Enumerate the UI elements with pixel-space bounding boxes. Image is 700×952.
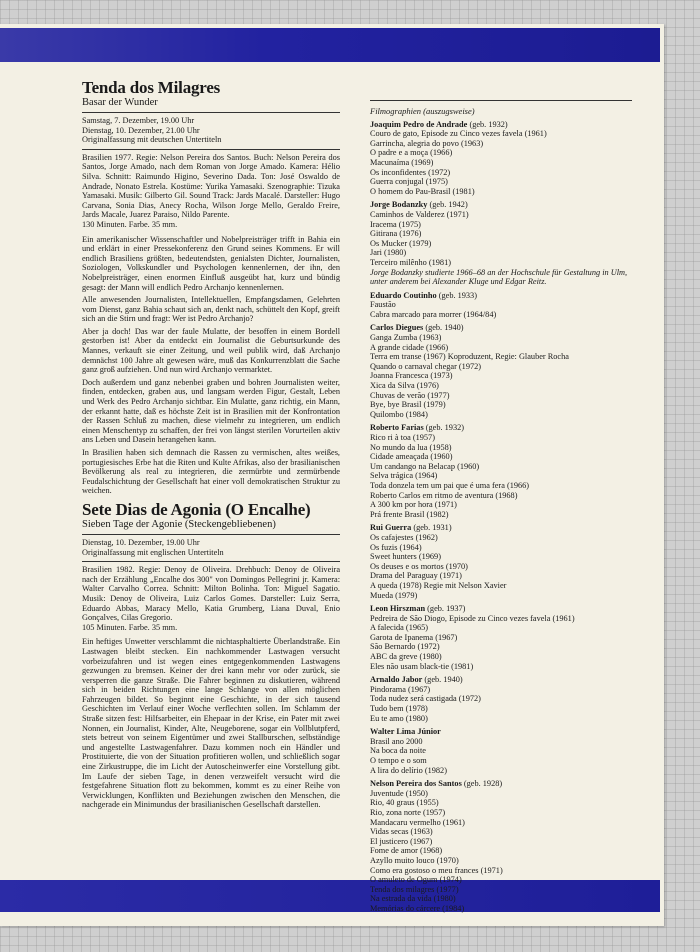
screening-dates: Dienstag, 10. Dezember, 19.00 Uhr Originalfassung mit englischen Untertiteln (82, 537, 224, 557)
film-entry: No mundo da lua (1958) (370, 442, 452, 452)
film-credits: Brasilien 1977. Regie: Nelson Pereira dos Santos. Buch: Nelson Pereira dos Santos, Jorge Amado, nach dem Roman von Jorge Amado. Kamera: Hélio Silva. Schnitt: Raimundo Higino, Severino Dada. Ton: José Oswaldo de Andrade, Nonato Estrela. Kostüme: Yurika Yamasaki. Szenographie: Tizuka Yamasaki. Musik: Gilberto Gil. Sound Track: Jards Macalé. Darsteller: Hugo Carvana, Sonia Dias, Anecy Rocha, Wilson Jorge Mello, Geraldo Freire, Jards Macale, Juarez Paraiso, Nildo Parente. 130 Minuten. Farbe. 35 mm. (82, 152, 340, 229)
top-color-band (0, 28, 660, 62)
director-name: Arnaldo Jabor (370, 675, 423, 685)
film-entry: Eu te amo (1980) (370, 713, 428, 723)
film-entry: Guerra conjugal (1975) (370, 177, 448, 187)
program-sheet (0, 24, 664, 926)
film-entry: Na boca da noite (370, 746, 426, 756)
film-entry: Na estrada da vida (1980) (370, 894, 456, 904)
film-entry: Prá frente Brasil (1982) (370, 509, 449, 519)
director-born: (geb. 1940) (424, 675, 463, 685)
director-note: Jorge Bodanzky studierte 1966–68 an der Hochschule für Gestaltung in Ulm, unter anderem bei Alexander Kluge und Edgar Reitz. (370, 267, 628, 287)
film-entry: Garrincha, alegria do povo (1963) (370, 138, 484, 148)
film-entry: Um candango na Belacap (1960) (370, 461, 480, 471)
director-name: Jorge Bodanzky (370, 200, 428, 210)
film-entry: Macunaíma (1969) (370, 157, 434, 167)
director-entry (370, 120, 632, 197)
director-heading (370, 423, 632, 433)
divider (82, 561, 340, 562)
film-entry: Juventude (1950) (370, 788, 428, 798)
film-entry: Mueda (1979) (370, 590, 418, 600)
film-entry: Pedreira de São Diogo, Episode zu Cinco vezes favela (1961) (370, 613, 575, 623)
director-name: Nelson Pereira dos Santos (370, 779, 462, 789)
director-name: Walter Lima Júnior (370, 727, 441, 737)
director-born: (geb. 1928) (463, 779, 503, 789)
director-entry (370, 523, 632, 600)
director-heading (370, 323, 632, 333)
filmography-column (370, 72, 632, 918)
film-entry: Terceiro milênho (1981) (370, 257, 451, 267)
film-entry: Fome de amor (1968) (370, 846, 443, 856)
director-name: Leon Hirszman (370, 604, 426, 614)
film-entry: Tenda dos milagres (1977) (370, 884, 459, 894)
film-subtitle: Sieben Tage der Agonie (Steckengebliebenen) (82, 518, 276, 530)
director-heading (370, 200, 632, 210)
director-born: (geb. 1942) (429, 200, 468, 210)
film-entry: O homem do Pau-Brasil (1981) (370, 186, 475, 196)
director-entry (370, 675, 632, 723)
film-entry: Como era gostoso o meu frances (1971) (370, 865, 503, 875)
film-entry: Memórias do cárcere (1984) (370, 903, 465, 913)
director-name: Joaquim Pedro de Andrade (370, 119, 468, 129)
director-born: (geb. 1940) (425, 323, 464, 333)
film-entry: Os inconfidentes (1972) (370, 167, 451, 177)
director-born: (geb. 1933) (438, 290, 477, 300)
director-heading (370, 291, 632, 301)
film-entry: Iracema (1975) (370, 219, 421, 229)
film-credits: Brasilien 1982. Regie: Denoy de Oliveira. Drehbuch: Denoy de Oliveira nach der Erzählung „Encalhe dos 300" von Domingos Pellegrini jr. Kamera: Walter Carvalho Correa. Schnitt: Milton Bolinha. Ton: Miguel Sagatio. Musik: Denoy de Oliveira, Luiz Carlos Gomes. Darsteller: Luiz Serra, Eduardo Abbas, Maracy Mello, Katia Grumberg, Liana Duval, Enio Gonçalves, Cilas Gregorio. 105 Minuten. Farbe. 35 mm. (82, 565, 340, 632)
film-entry: Selva trágica (1964) (370, 471, 438, 481)
director-entry (370, 779, 632, 913)
divider (82, 149, 340, 150)
divider (82, 534, 340, 535)
film-entry: Joanna Francesca (1973) (370, 371, 453, 381)
director-born: (geb. 1937) (427, 604, 466, 614)
film-entry: A lira do delírio (1982) (370, 765, 447, 775)
left-column (82, 72, 340, 813)
film-entry: A grande cidade (1966) (370, 342, 449, 352)
director-entry (370, 291, 632, 320)
film-entry: A 300 km por hora (1971) (370, 500, 457, 510)
film-entry: O amuleto de Ogum (1974) (370, 875, 462, 885)
film-entry: Cidade ameaçada (1960) (370, 452, 453, 462)
film-entry: Vidas secas (1963) (370, 827, 433, 837)
film-entry: Tudo bem (1978) (370, 704, 428, 714)
director-heading (370, 523, 632, 533)
director-entry (370, 423, 632, 519)
director-heading (370, 675, 632, 685)
film-entry: Faustão (370, 300, 396, 310)
film-entry: Os Mucker (1979) (370, 238, 432, 248)
film-entry: Sweet hunters (1969) (370, 552, 441, 562)
director-name: Rui Guerra (370, 523, 412, 533)
film-entry: Chuvas de verão (1977) (370, 390, 450, 400)
director-born: (geb. 1932) (425, 423, 465, 433)
film-entry: Terra em transe (1967) Koproduzent, Regie: Glauber Rocha (370, 352, 569, 362)
film-title: Sete Dias de Agonia (O Encalhe) (82, 499, 311, 519)
divider (370, 100, 632, 101)
film-entry: Brasil ano 2000 (370, 736, 423, 746)
film-entry: Os cafajestes (1962) (370, 532, 438, 542)
film-entry: Rio, 40 graus (1955) (370, 798, 439, 808)
film-synopsis: Ein heftiges Unwetter verschlammt die nichtasphaltierte Überlandstraße. Ein Lastwagen bleibt stecken. Ein nachkommender Lastwagen versucht vorbeizufahren und ist wegen eines entgegenkommenden Lastwagens gezwungen zu bremsen. Keiner der drei kann mehr vor oder zurück, sie versperren die ganze Straße. Die Fahrer beginnen zu diskutieren, während sich in beiden Richtungen eine lange Schlange von allen möglichen Fahrzeugen bildet. So beginnt eine Geschichte, in der sich tausend Geschichten im Verlauf einer Woche verflechten sollen. Im Schlamm der Straße sitzen fest: Hilfsarbeiter, ein Ehepaar in der Krise, ein Pater mit zwei Nonnen, ein Journalist, Kinder, Alte, Neugeborene, sogar ein Vollblutpferd, stets betreut von seinem Eigentümer und zwei Stallburschen, selbständige und angestellte Lastwagenfahrer. Dazu kommen noch ein Händler und Prostituierte, die von der Situation profitieren wollen, und schließlich sogar eine Zirkustruppe, die im Licht der Autoscheinwerfer eine Vorstellung gibt. Im Laufe der sieben Tage, in denen verzweifelt versucht wird die festgefahrene Situation flott zu bekommen, kommt es zu einer Reihe von Verwicklungen, Konflikten und Beziehungen zwischen den Menschen, die nachgerade ein Minimundus der brasilianischen Gesellschaft darstellen. (82, 637, 340, 810)
film-entry: São Bernardo (1972) (370, 642, 440, 652)
film-entry: Eles não usam black-tie (1981) (370, 661, 474, 671)
film-entry: Jari (1980) (370, 248, 407, 258)
director-entry (370, 727, 632, 775)
film-entry: Gitirana (1976) (370, 229, 422, 239)
film-entry: Os fuzis (1964) (370, 542, 422, 552)
film-entry: Rico ri à toa (1957) (370, 433, 435, 442)
film-entry: Pindorama (1967) (370, 684, 431, 694)
film-entry: Bye, bye Brasil (1979) (370, 400, 446, 410)
film-entry: Drama del Paraguay (1971) (370, 571, 462, 581)
director-name: Eduardo Coutinho (370, 290, 437, 300)
director-heading (370, 120, 632, 130)
film-entry: Quando o carnaval chegar (1972) (370, 361, 482, 371)
director-entry (370, 323, 632, 419)
film-entry: El justicero (1967) (370, 836, 433, 846)
screening-dates: Samstag, 7. Dezember, 19.00 Uhr Dienstag, 10. Dezember, 21.00 Uhr Originalfassung mit deutschen Untertiteln (82, 116, 222, 145)
film-entry: Roberto Carlos em ritmo de aventura (1968) (370, 490, 518, 500)
film-entry: Rio, zona norte (1957) (370, 807, 446, 817)
film-entry: Mandacaru vermelho (1961) (370, 817, 465, 827)
film-entry: A queda (1978) Regie mit Nelson Xavier (370, 580, 507, 590)
film-entry: Toda donzela tem um pai que é uma fera (1966) (370, 480, 530, 490)
director-heading (370, 727, 632, 737)
director-born: (geb. 1931) (413, 523, 452, 533)
director-name: Carlos Diegues (370, 323, 424, 333)
film-entry: O tempo e o som (370, 756, 427, 765)
director-list (370, 120, 632, 914)
director-born: (geb. 1932) (469, 119, 508, 129)
divider (82, 112, 340, 113)
director-entry (370, 604, 632, 671)
film-entry: Caminhos de Valderez (1971) (370, 209, 469, 219)
film-entry: Quilombo (1984) (370, 409, 428, 419)
film-entry: Couro de gato, Episode zu Cinco vezes favela (1961) (370, 129, 547, 139)
film-entry: Garota de Ipanema (1967) (370, 632, 458, 642)
director-heading (370, 604, 632, 614)
film-subtitle: Basar der Wunder (82, 97, 158, 108)
filmography-heading: Filmographien (auszugsweise) (370, 106, 475, 116)
film-entry: Azyllo muito louco (1970) (370, 855, 459, 865)
film-entry: Os deuses e os mortos (1970) (370, 561, 468, 571)
film-entry: Ganga Zumba (1963) (370, 333, 442, 343)
film-entry: Cabra marcado para morrer (1964/84) (370, 309, 497, 319)
director-entry (370, 200, 632, 286)
film-title: Tenda dos Milagres (82, 78, 221, 97)
film-entry: A falecida (1965) (370, 623, 429, 633)
film-entry: Toda nudez será castigada (1972) (370, 694, 481, 704)
director-name: Roberto Farias (370, 423, 424, 433)
film-entry: O padre e a moça (1966) (370, 148, 453, 158)
film-synopsis: Ein amerikanischer Wissenschaftler und Nobelpreisträger trifft in Bahia ein und erklärt in einer Pressekonferenz den Grund seines Kommens. Er will endlich Brasiliens größten, bedeutendsten, genialsten Dichter, Journalisten, Soziologen, Volkskundler und Psychologen kennenlernen, der ihn, den Nobelpreisträger, einen enormen Einfluß ausgeübt hat, kurz und bündig gesagt: der Mann will endlich Pedro Archanjo kennenlernen. Alle anwesenden Journalisten, Intellektuellen, Empfangsdamen, Gelehrten vom Dienst, ganz Bahia schaut sich an, denkt nach, schüttelt den Kopf, greift sich an die Stirn und fragt: Wer ist Pedro Archanjo? Aber ja doch! Das war der faule Mulatte, der besoffen in einem Bordell gestorben ist! Aber da entdeckt ein Journalist die Geburtsurkunde des Mannes, verkauft sie einer Zeitung, und weil publik wird, daß Archanjo demnächst 100 Jahre alt gewesen wäre, muß das Konkurrenzblatt die Sache ganz groß aufziehen. Und nun wird Archanjo vermarktet. Doch außerdem und ganz nebenbei graben und bohren Journalisten weiter, finden, entdecken, graben aus, und langsam werden Figur, Gestalt, Leben und Werk des Pedro Archanjo sichtbar. Ein Mulatte, ganz richtig, ein Mann, der erkannt hatte, daß es höchste Zeit ist in Brasilien mit der Konfrontation der Rassen Schluß zu machen, diese vielmehr zu integrieren, um endlich einen Menschentyp zu schaffen, der frei von längst sterilen Vorurteilen aktiv ans Leben und Dasein herangehen kann. In Brasilien haben sich demnach die Rassen zu vermischen, altes weißes, portugiesisches Erbe hat die Riten und Kulte Afrikas, also der brasilianischen Bevölkerung als real zu integrieren, die zermürbte und zermürbende Feudalschichtung der Gesellschaft hat einer voll demokratischen Struktur zu weichen. (82, 234, 340, 496)
film-entry: ABC da greve (1980) (370, 652, 442, 662)
director-heading (370, 779, 632, 789)
film-entry: Xica da Silva (1976) (370, 381, 439, 391)
